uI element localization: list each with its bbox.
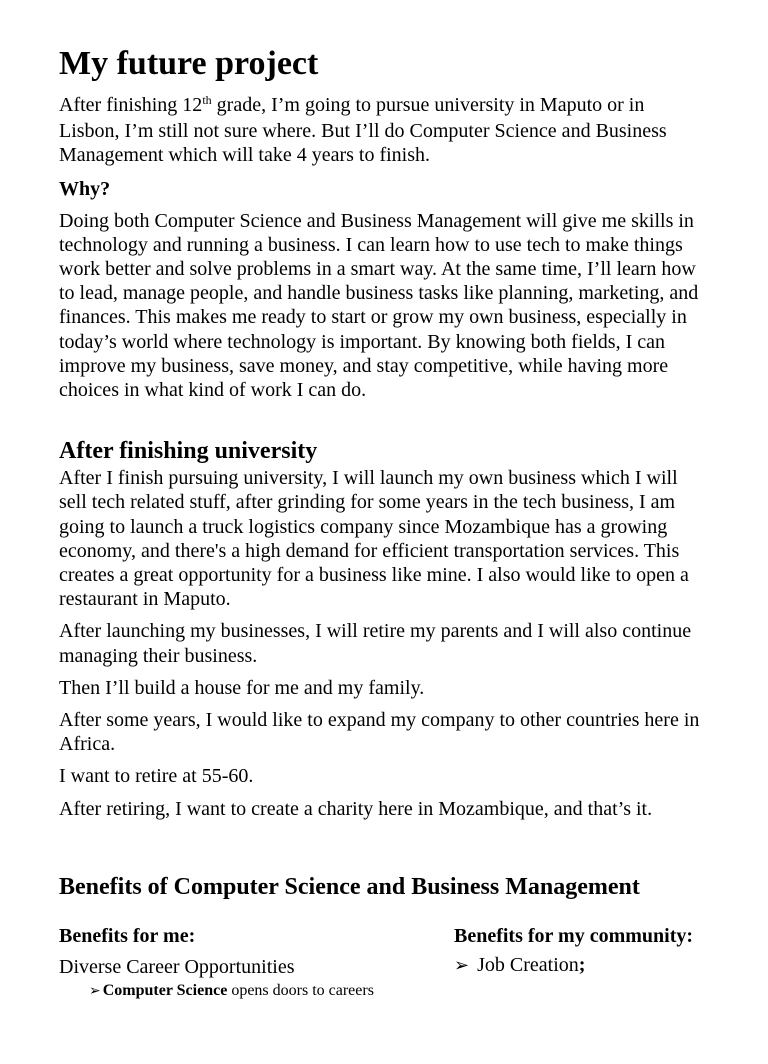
after-university-heading: After finishing university (59, 438, 318, 465)
after-paragraph-2: After launching my businesses, I will retire my parents and I will also continue managing their business. (59, 620, 692, 667)
arrow-bullet-icon: ➢ (89, 983, 101, 999)
community-bullet-text: Job Creation (477, 953, 579, 976)
benefits-for-me (59, 924, 419, 1002)
intro-text-end: grade, I’m going to pursue university in Maputo or in Lisbon, I’m still not sure where. But I’ll do Computer Science and Business Management which will take 4 years to finish. (59, 94, 667, 167)
community-bullet (454, 953, 709, 977)
benefit-bullet-bold: Computer Science (102, 981, 228, 999)
after-paragraph-4: After some years, I would like to expand my company to other countries here in Africa. (59, 709, 700, 756)
benefit-bullet (89, 981, 419, 1002)
after-paragraph-3: Then I’ll build a house for me and my family. (59, 676, 425, 699)
community-bullet-suffix: ; (578, 953, 586, 976)
benefit-item: Diverse Career Opportunities (59, 955, 295, 978)
document-content (59, 44, 709, 1064)
benefits-for-community (454, 924, 709, 977)
why-heading: Why? (59, 177, 111, 200)
benefit-bullet-text: opens doors to careers (231, 981, 374, 999)
why-paragraph: Doing both Computer Science and Business Management will give me skills in technology and running a business. I can learn how to use tech to make things work better and solve problems in a smart way. At the same time, I’ll learn how to lead, manage people, and handle business tasks like planning, marketing, and finances. This makes me ready to start or grow my own business, especially in today’s world where technology is important. By knowing both fields, I can improve my business, save money, and stay competitive, while having more choices in what kind of work I can do. (59, 209, 699, 402)
after-paragraph-6: After retiring, I want to create a charity here in Mozambique, and that’s it. (59, 797, 653, 820)
benefits-for-community-heading: Benefits for my community: (454, 924, 694, 947)
after-paragraph-5: I want to retire at 55-60. (59, 765, 254, 788)
intro-paragraph (59, 93, 709, 168)
benefits-for-me-heading: Benefits for me: (59, 924, 196, 947)
after-paragraph-1: After I finish pursuing university, I will launch my own business which I will sell tech related stuff, after grinding for some years in the tech business, I am going to launch a truck logistics company since Mozambique has a growing economy, and there's a high demand for efficient transportation services. This creates a great opportunity for a business like mine. I also would like to open a restaurant in Maputo. (59, 467, 689, 611)
benefits-columns (59, 924, 709, 1064)
page-title: My future project (59, 45, 319, 82)
arrow-bullet-icon: ➢ (454, 954, 470, 975)
intro-text-start: After finishing 12 (59, 94, 203, 116)
intro-superscript: th (202, 93, 212, 107)
benefits-heading: Benefits of Computer Science and Business Management (59, 873, 640, 900)
